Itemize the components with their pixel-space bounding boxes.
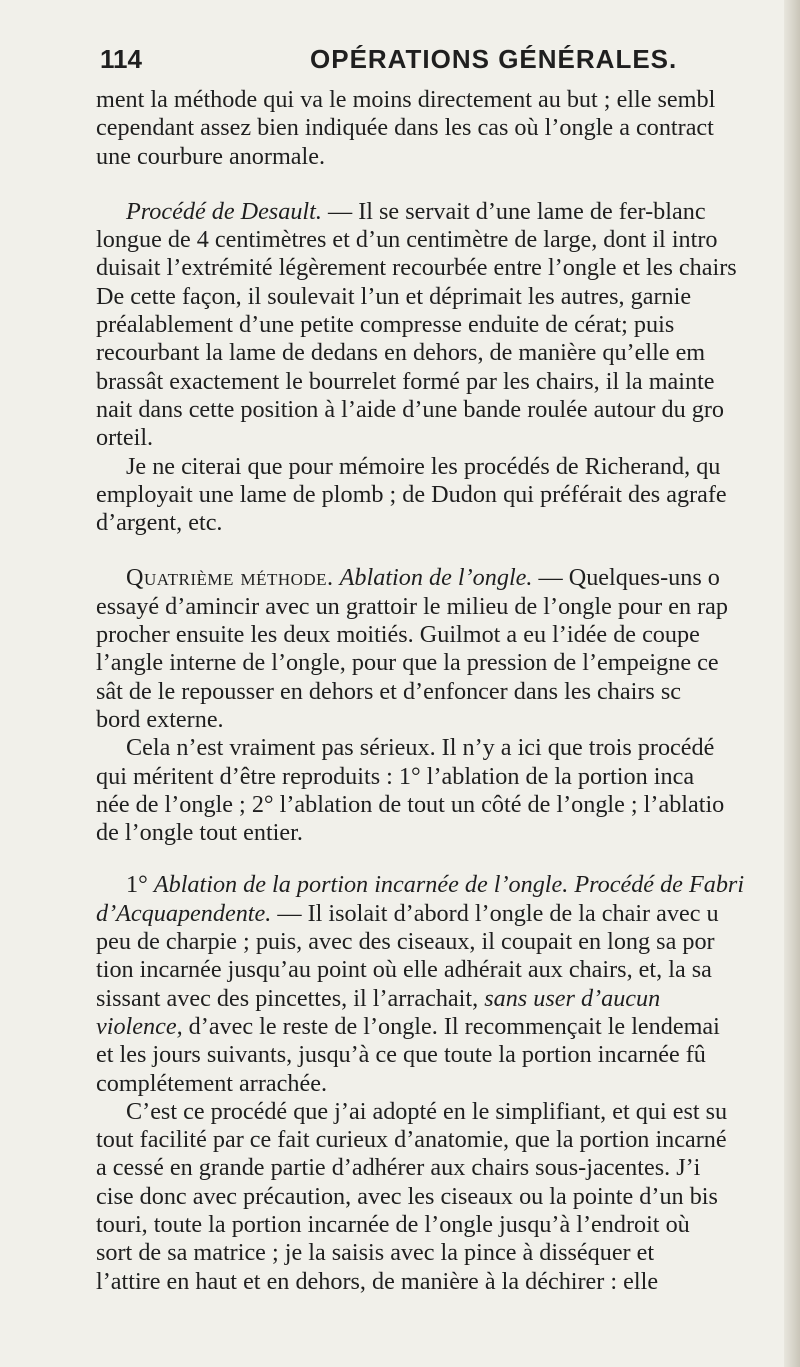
- text-line: employait une lame de plomb ; de Dudon qui préférait des agrafe: [96, 480, 727, 508]
- text-line: sât de le repousser en dehors et d’enfoncer dans les chairs sc: [96, 677, 681, 705]
- text-line: duisait l’extrémité légèrement recourbée entre l’ongle et les chairs: [96, 254, 737, 282]
- text-line: bord externe.: [96, 705, 224, 733]
- text-line: l’angle interne de l’ongle, pour que la pression de l’empeigne ce: [96, 649, 719, 677]
- text-line: d’Acquapendente. — Il isolait d’abord l’ongle de la chair avec u: [96, 899, 719, 927]
- text-line: préalablement d’une petite compresse enduite de cérat; puis: [96, 311, 675, 339]
- text-line: sort de sa matrice ; je la saisis avec la pince à disséquer et: [96, 1239, 655, 1267]
- text-line: longue de 4 centimètres et d’un centimètre de large, dont il intro: [96, 226, 718, 254]
- paragraph-fourth-method: Quatrième méthode. Ablation de l’ongle. — Quelques-uns o: [126, 564, 720, 592]
- text-line: née de l’ongle ; 2° l’ablation de tout un côté de l’ongle ; l’ablatio: [96, 790, 725, 818]
- text-line: l’attire en haut et en dehors, de manière à la déchirer : elle: [96, 1267, 659, 1295]
- text-line: brassât exactement le bourrelet formé par les chairs, il la mainte: [96, 367, 715, 395]
- procedure-title: Ablation de la portion incarnée de l’ongle. Procédé de Fabri: [153, 871, 745, 899]
- text-line: recourbant la lame de dedans en dehors, de manière qu’elle em: [96, 339, 706, 367]
- text-line: ment la méthode qui va le moins directement au but ; elle sembl: [96, 86, 716, 113]
- text-line: touri, toute la portion incarnée de l’ongle jusqu’à l’endroit où: [96, 1210, 690, 1238]
- text-line: procher ensuite les deux moitiés. Guilmot a eu l’idée de coupe: [96, 621, 700, 649]
- text-line: qui méritent d’être reproduits : 1° l’ablation de la portion inca: [96, 762, 695, 790]
- text-line: Cela n’est vraiment pas sérieux. Il n’y a ici que trois procédé: [126, 734, 715, 762]
- procedure-title: Procédé de Desault.: [126, 197, 322, 225]
- text-line: violence, d’avec le reste de l’ongle. Il recommençait le lendemai: [96, 1012, 720, 1040]
- page-header: [100, 44, 790, 80]
- text-line: De cette façon, il soulevait l’un et déprimait les autres, garnie: [96, 282, 692, 310]
- text-line: cependant assez bien indiquée dans les cas où l’ongle a contract: [96, 114, 714, 142]
- text-line: une courbure anormale.: [96, 142, 326, 170]
- text-line: essayé d’amincir avec un grattoir le milieu de l’ongle pour en rap: [96, 592, 728, 620]
- text-line: peu de charpie ; puis, avec des ciseaux, il coupait en long sa por: [96, 928, 715, 956]
- paragraph-fabricius: 1° Ablation de la portion incarnée de l’ongle. Procédé de Fabri: [126, 871, 745, 899]
- text-line: tion incarnée jusqu’au point où elle adhérait aux chairs, et, la sa: [96, 956, 712, 984]
- text-line: cise donc avec précaution, avec les ciseaux ou la pointe d’un bis: [96, 1182, 718, 1210]
- text-line: et les jours suivants, jusqu’à ce que toute la portion incarnée fû: [96, 1041, 706, 1069]
- text-line: sissant avec des pincettes, il l’arrachait, sans user d’aucun: [96, 984, 661, 1012]
- text-line: a cessé en grande partie d’adhérer aux chairs sous-jacentes. J’i: [96, 1154, 701, 1182]
- text-line: orteil.: [96, 424, 154, 452]
- text-line: d’argent, etc.: [96, 509, 223, 537]
- body-text: [96, 86, 796, 1296]
- text-line: Je ne citerai que pour mémoire les procédés de Richerand, qu: [126, 452, 721, 480]
- text-line: C’est ce procédé que j’ai adopté en le simplifiant, et qui est su: [126, 1097, 728, 1125]
- text-line: complétement arrachée.: [96, 1069, 327, 1097]
- text-line: nait dans cette position à l’aide d’une bande roulée autour du gro: [96, 395, 724, 423]
- page-number: 114: [100, 44, 142, 74]
- running-title: OPÉRATIONS GÉNÉRALES.: [310, 44, 678, 74]
- paragraph-desault: Procédé de Desault. — Il se servait d’une lame de fer-blanc: [126, 197, 706, 225]
- text-line: tout facilité par ce fait curieux d’anatomie, que la portion incarné: [96, 1126, 727, 1154]
- section-subtitle: Ablation de l’ongle.: [339, 564, 533, 592]
- text-line: de l’ongle tout entier.: [96, 819, 303, 847]
- section-heading: Quatrième méthode.: [126, 564, 334, 592]
